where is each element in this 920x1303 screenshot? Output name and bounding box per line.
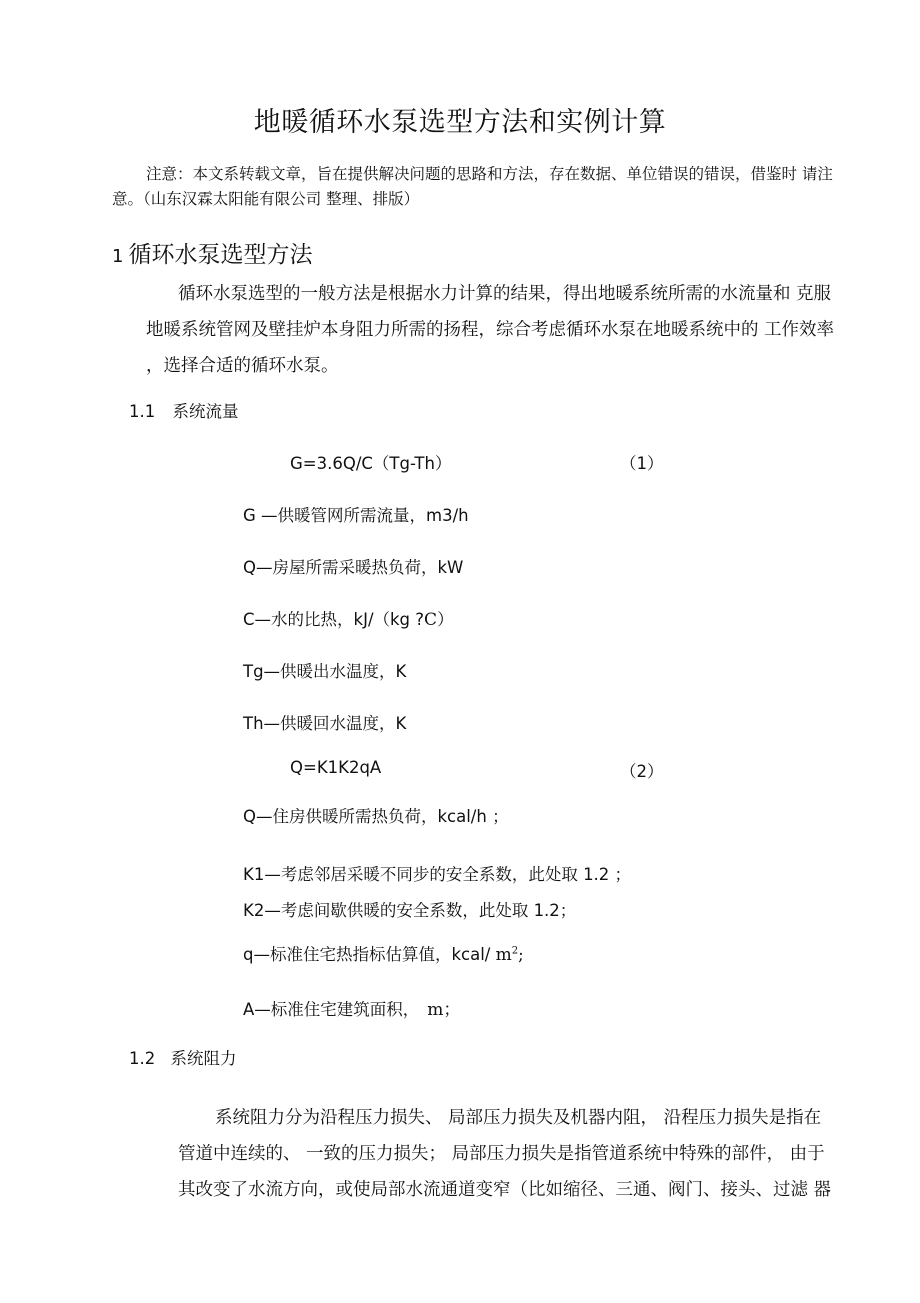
var-c	[243, 606, 454, 630]
var-q-index	[243, 941, 524, 965]
subsection-1-2-number: 1.2	[129, 1049, 156, 1068]
formula-2-number: （2）	[620, 762, 664, 781]
var-c-degree: C	[424, 610, 438, 630]
var-g: G —供暖管网所需流量，m3/h	[243, 506, 469, 525]
section-1-2-para-line-2: 管道中连续的、 一致的压力损失； 局部压力损失是指管道系统中特殊的部件， 由于	[178, 1144, 825, 1164]
section-1-2-para-line-3: 其改变了水流方向，或使局部水流通道变窄（比如缩径、三通、阀门、接头、过滤 器	[178, 1180, 832, 1200]
subsection-1-1-heading	[129, 398, 239, 422]
subsection-1-1-number: 1.1	[129, 402, 156, 421]
section-1-heading	[112, 236, 313, 269]
section-1-para-line-3: ，选择合适的循环水泵。	[146, 356, 339, 376]
var-k1: K1—考虑邻居采暖不同步的安全系数，此处取 1.2 ；	[243, 865, 632, 884]
var-a-unit: m；	[427, 1000, 461, 1020]
var-c-text: C—水的比热，kJ/（kg ?	[243, 610, 425, 629]
document-title: 地暖循环水泵选型方法和实例计算	[253, 107, 667, 138]
subsection-1-2-title: 系统阻力	[170, 1049, 237, 1068]
formula-2: Q=K1K2qA	[290, 758, 382, 777]
note-line-1: 注意：本文系转载文章，旨在提供解决问题的思路和方法，存在数据、单位错误的错误，借鉴时 请注	[146, 165, 833, 183]
var-q-index-semi: ;	[518, 945, 524, 964]
section-1-title: 循环水泵选型方法	[128, 242, 313, 268]
var-a	[243, 995, 460, 1020]
var-q-index-text: q—标准住宅热指标估算值，kcal/	[243, 945, 496, 964]
var-q-house: Q—住房供暖所需热负荷，kcal/h ；	[243, 807, 509, 826]
subsection-1-1-title: 系统流量	[172, 402, 239, 421]
var-a-text: A—标准住宅建筑面积，	[243, 1000, 420, 1019]
section-1-2-para-line-1: 系统阻力分为沿程压力损失、 局部压力损失及机器内阻， 沿程压力损失是指在	[215, 1108, 822, 1128]
var-q-index-unit: m	[495, 945, 512, 965]
var-th: Th—供暖回水温度，K	[243, 714, 407, 733]
var-q: Q—房屋所需采暖热负荷，kW	[243, 558, 464, 577]
section-1-para-line-1: 循环水泵选型的一般方法是根据水力计算的结果，得出地暖系统所需的水流量和 克服	[178, 284, 832, 304]
var-tg: Tg—供暖出水温度，K	[243, 662, 407, 681]
note-line-2: 意。（山东汉霖太阳能有限公司 整理、排版）	[112, 190, 420, 208]
subsection-1-2-heading	[129, 1045, 237, 1069]
section-1-number: 1	[112, 246, 124, 267]
formula-1-number: （1）	[620, 454, 664, 473]
var-k2: K2—考虑间歇供暖的安全系数，此处取 1.2；	[243, 901, 577, 920]
var-c-close: ）	[437, 610, 454, 629]
formula-1: G=3.6Q/C（Tg-Th）	[290, 454, 452, 473]
var-q-index-exp: 2	[511, 945, 519, 957]
section-1-para-line-2: 地暖系统管网及壁挂炉本身阻力所需的扬程，综合考虑循环水泵在地暖系统中的 工作效率	[146, 320, 835, 340]
